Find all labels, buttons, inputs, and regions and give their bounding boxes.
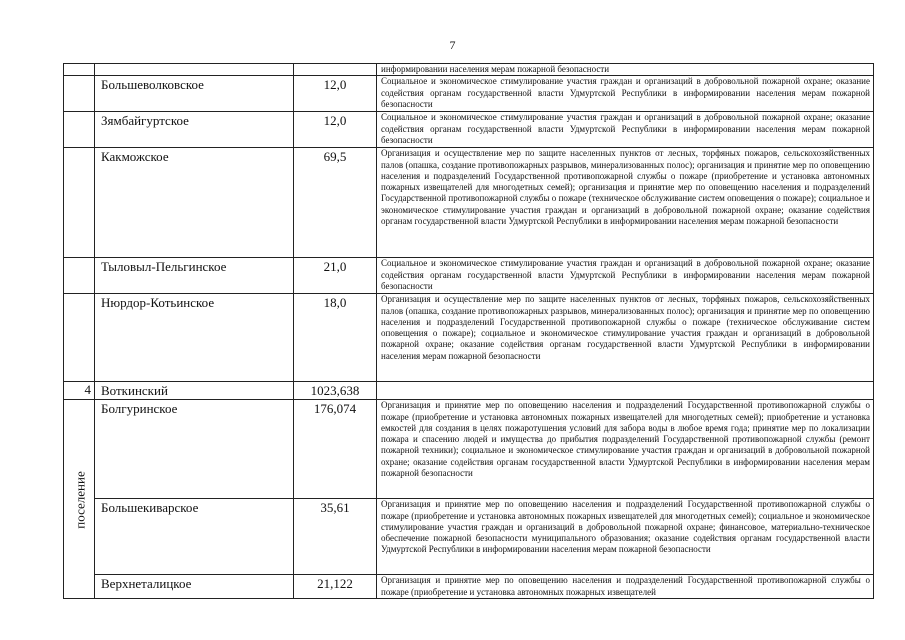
settlement-name: Нюрдор-Котьинское — [95, 294, 294, 382]
settlement-type-label: поселение — [72, 471, 88, 530]
page-number: 7 — [449, 38, 456, 52]
district-name: Воткинский — [95, 382, 294, 400]
measures-description: Организация и осуществление мер по защите населенных пунктов от лесных, торфяных пожаров, сельскохозяйственных палов (опашка, создание противопожарных разрывов, минерализованных полос); организация и принятие мер по оповещению населения и подразделений Государственной противопожарной службы о пожаре (техническое обслуживание систем оповещения о пожаре); социальное и экономическое стимулирование участия граждан и организаций в добровольной пожарной охране; оказание содействия органам государственной власти Удмуртской Республики в информировании населения мерам пожарной безопасности — [377, 294, 874, 382]
settlement-name — [95, 64, 294, 76]
measures-description: Организация и осуществление мер по защите населенных пунктов от лесных, торфяных пожаров, сельскохозяйственных палов (опашка, создание противопожарных разрывов, минерализованных полос); организация и принятие мер по оповещению населения и подразделений Государственной противопожарной службы о пожаре (приобретение и установка автономных пожарных извещателей для многодетных семей); организация и принятие мер по оповещению населения и подразделений Государственной противопожарной службы о пожаре (техническое обслуживание систем оповещения о пожаре); социальное и экономическое стимулирование участия граждан и организаций в добровольной пожарной охране; оказание содействия органам государственной власти Удмуртской Республики в информировании населения мерам пожарной безопасности — [377, 148, 874, 258]
settlement-name: Болгуринское — [95, 400, 294, 499]
table-row — [64, 294, 874, 382]
row-number-column — [64, 400, 95, 599]
row-number — [64, 258, 95, 294]
table-row — [64, 64, 874, 76]
measures-description: Организация и принятие мер по оповещению населения и подразделений Государственной противопожарной службы о пожаре (приобретение и установка автономных пожарных извещателей для многодетных семей); приобретение и установка емкостей для создания в целях пожаротушения условий для забора воды в любое время года; принятие мер по локализации пожара и спасению людей и имущества до прибытия подразделений Государственной противопожарной службы (ремонт пожарной техники); социальное и экономическое стимулирование участия граждан и организаций в добровольной пожарной охране; оказание содействия органам государственной власти Удмуртской Республики в информировании населения мерам пожарной безопасности — [377, 400, 874, 499]
measures-description: Социальное и экономическое стимулирование участия граждан и организаций в добровольной пожарной охране; оказание содействия органам государственной власти Удмуртской Республики в информировании населения мерам пожарной безопасности — [377, 112, 874, 148]
table-row — [64, 148, 874, 258]
amount-value: 12,0 — [294, 76, 377, 112]
amount-value — [294, 64, 377, 76]
settlement-name: Большекиварское — [95, 499, 294, 575]
amount-value: 69,5 — [294, 148, 377, 258]
table-row — [64, 499, 874, 575]
amount-value: 176,074 — [294, 400, 377, 499]
table-row — [64, 400, 874, 499]
row-number — [64, 64, 95, 76]
settlement-name: Зямбайгуртское — [95, 112, 294, 148]
amount-value: 21,122 — [294, 575, 377, 599]
row-number — [64, 294, 95, 382]
row-number — [64, 112, 95, 148]
table-row — [64, 382, 874, 400]
settlement-name: Большеволковское — [95, 76, 294, 112]
measures-description: Организация и принятие мер по оповещению населения и подразделений Государственной противопожарной службы о пожаре (приобретение и установка автономных пожарных извещателей для многодетных семей); социальное и экономическое стимулирование участия граждан и организаций в добровольной пожарной охране; финансовое, материально-техническое обеспечение пожарной безопасности муниципального образования; оказание содействия органам государственной власти Удмуртской Республики в информировании населения мерам пожарной безопасности — [377, 499, 874, 575]
funding-table — [63, 63, 874, 599]
measures-description: информировании населения мерам пожарной безопасности — [377, 64, 874, 76]
settlement-name: Тыловыл-Пельгинское — [95, 258, 294, 294]
measures-description: Социальное и экономическое стимулирование участия граждан и организаций в добровольной пожарной охране; оказание содействия органам государственной власти Удмуртской Республики в информировании населения мерам пожарной безопасности — [377, 76, 874, 112]
table-row — [64, 575, 874, 599]
table-row — [64, 258, 874, 294]
table-row — [64, 112, 874, 148]
settlement-name: Какможское — [95, 148, 294, 258]
amount-value: 35,61 — [294, 499, 377, 575]
row-number — [64, 76, 95, 112]
measures-description: Организация и принятие мер по оповещению населения и подразделений Государственной противопожарной службы о пожаре (приобретение и установка автономных пожарных извещателей — [377, 575, 874, 599]
amount-value: 21,0 — [294, 258, 377, 294]
settlement-name: Верхнеталицкое — [95, 575, 294, 599]
amount-value: 1023,638 — [294, 382, 377, 400]
measures-description — [377, 382, 874, 400]
row-number — [64, 148, 95, 258]
measures-description: Социальное и экономическое стимулирование участия граждан и организаций в добровольной пожарной охране; оказание содействия органам государственной власти Удмуртской Республики в информировании населения мерам пожарной безопасности — [377, 258, 874, 294]
table-row — [64, 76, 874, 112]
row-number: 4 — [64, 382, 95, 400]
amount-value: 12,0 — [294, 112, 377, 148]
amount-value: 18,0 — [294, 294, 377, 382]
